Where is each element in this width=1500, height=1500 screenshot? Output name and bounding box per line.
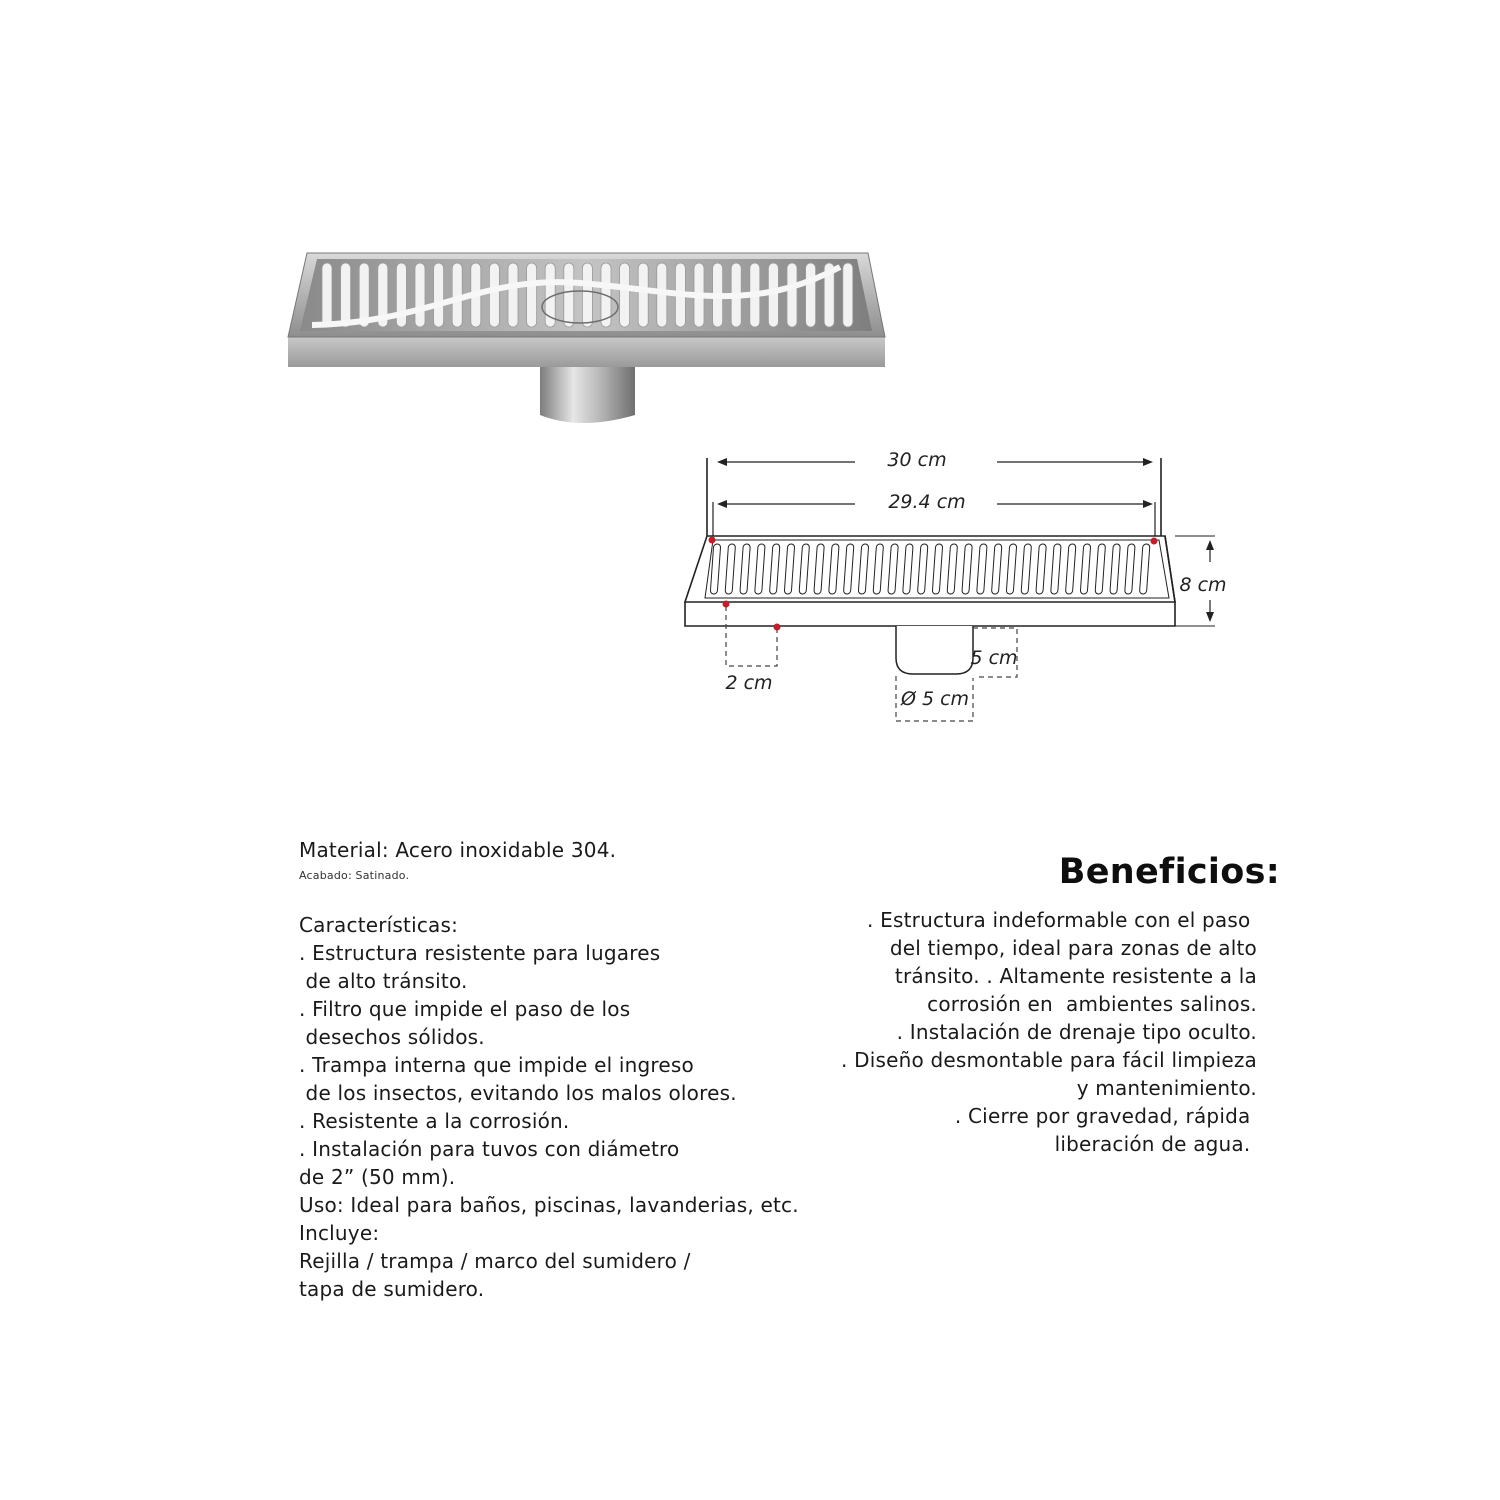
specifications-block — [299, 836, 819, 1303]
technical-diagram — [675, 440, 1245, 730]
benefit-line: corrosión en ambientes salinos. — [927, 992, 1257, 1016]
feature-line: . Instalación para tuvos con diámetro — [299, 1137, 680, 1161]
feature-line: de alto tránsito. — [299, 969, 468, 993]
benefit-line: . Estructura indeformable con el paso — [867, 908, 1257, 932]
product-photo — [280, 245, 890, 435]
finish-spec: Acabado: Satinado. — [299, 869, 410, 882]
feature-line: tapa de sumidero. — [299, 1277, 485, 1301]
benefit-line: liberación de agua. — [1054, 1132, 1257, 1156]
benefit-line: . Diseño desmontable para fácil limpieza — [841, 1048, 1257, 1072]
dim-total-length: 30 cm — [887, 449, 947, 471]
dim-frame-width: 2 cm — [725, 672, 773, 694]
benefit-line: . Instalación de drenaje tipo oculto. — [896, 1020, 1257, 1044]
dim-outlet-diameter: Ø 5 cm — [900, 688, 970, 710]
feature-line: . Filtro que impide el paso de los — [299, 997, 631, 1021]
dim-height: 8 cm — [1179, 574, 1227, 596]
feature-line: . Estructura resistente para lugares — [299, 941, 661, 965]
benefit-line: . Cierre por gravedad, rápida — [954, 1104, 1257, 1128]
feature-line: Características: — [299, 913, 459, 937]
benefits-title: Beneficios: — [1058, 852, 1280, 892]
feature-line: desechos sólidos. — [299, 1025, 485, 1049]
feature-line: de los insectos, evitando los malos olores. — [299, 1081, 737, 1105]
dim-grate-length: 29.4 cm — [888, 491, 966, 513]
benefit-line: tránsito. . Altamente resistente a la — [894, 964, 1257, 988]
feature-line: . Resistente a la corrosión. — [299, 1109, 570, 1133]
dim-outlet-height: 5 cm — [970, 647, 1018, 669]
feature-line: Uso: Ideal para baños, piscinas, lavanderias, etc. — [299, 1193, 799, 1217]
feature-line: Rejilla / trampa / marco del sumidero / — [299, 1249, 691, 1273]
benefits-list — [800, 906, 1257, 1158]
features-list — [299, 911, 819, 1303]
benefit-line: y mantenimiento. — [1076, 1076, 1257, 1100]
benefit-line: del tiempo, ideal para zonas de alto — [889, 936, 1257, 960]
feature-line: . Trampa interna que impide el ingreso — [299, 1053, 694, 1077]
material-spec: Material: Acero inoxidable 304. — [299, 838, 617, 862]
feature-line: de 2” (50 mm). — [299, 1165, 456, 1189]
feature-line: Incluye: — [299, 1221, 380, 1245]
